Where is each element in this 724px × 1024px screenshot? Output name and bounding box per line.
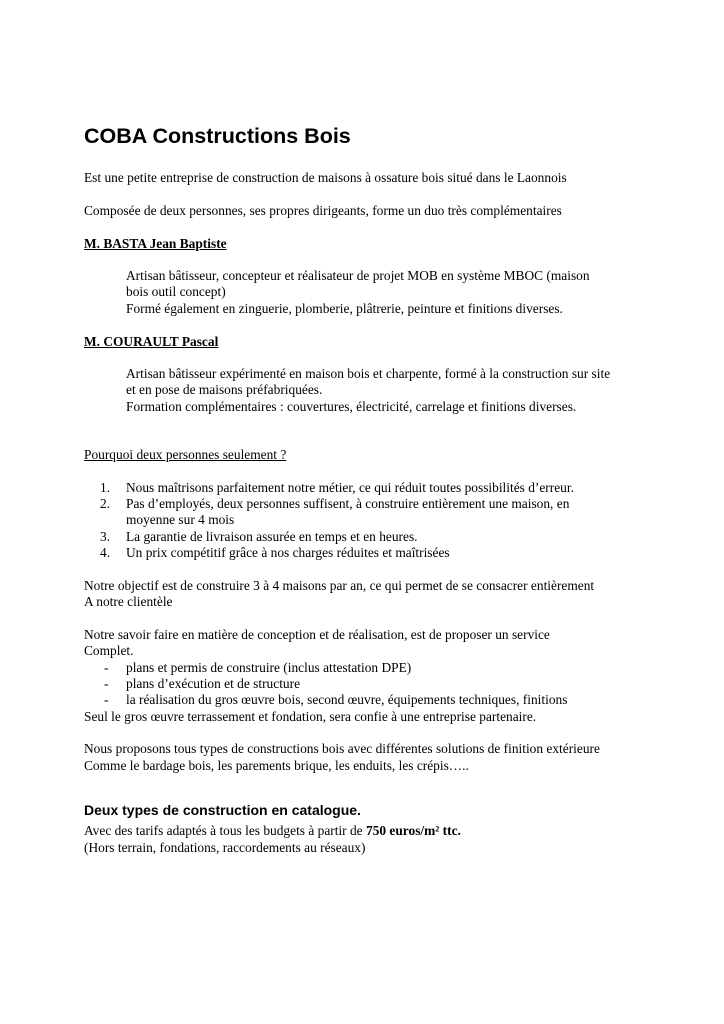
dash: - bbox=[104, 660, 109, 675]
service-text: plans d’exécution et de structure bbox=[126, 676, 301, 691]
savoir-faire-line-1: Notre savoir faire en matière de conception et de réalisation, est de proposer un service bbox=[84, 627, 550, 642]
list-text: Un prix compétitif grâce à nos charges réduites et maîtrisées bbox=[126, 545, 450, 560]
person-2-name: M. COURAULT Pascal bbox=[84, 334, 219, 349]
person-2-line-2: et en pose de maisons préfabriquées. bbox=[126, 382, 323, 397]
list-number: 3. bbox=[100, 529, 111, 544]
question-heading: Pourquoi deux personnes seulement ? bbox=[84, 447, 287, 462]
intro-line-1: Est une petite entreprise de construction de maisons à ossature bois situé dans le Laonnois bbox=[84, 170, 567, 185]
list-number: 1. bbox=[100, 480, 111, 495]
price-line bbox=[84, 823, 461, 840]
price-prefix: Avec des tarifs adaptés à tous les budgets à partir de bbox=[84, 823, 366, 838]
price-value: 750 euros/m² ttc. bbox=[365, 823, 461, 838]
service-text: la réalisation du gros œuvre bois, second œuvre, équipements techniques, finitions bbox=[126, 692, 568, 707]
list-text-continued: moyenne sur 4 mois bbox=[126, 512, 235, 527]
service-text: plans et permis de construire (inclus attestation DPE) bbox=[126, 660, 412, 675]
person-1-name: M. BASTA Jean Baptiste bbox=[84, 236, 227, 251]
dash: - bbox=[104, 692, 109, 707]
list-text: Pas d’employés, deux personnes suffisent, à construire entièrement une maison, en bbox=[126, 496, 570, 511]
proposals-line-1: Nous proposons tous types de constructions bois avec différentes solutions de finition extérieure bbox=[84, 741, 600, 756]
person-1-line-2: bois outil concept) bbox=[126, 284, 226, 299]
list-number: 2. bbox=[100, 496, 111, 511]
objective-line-1: Notre objectif est de construire 3 à 4 maisons par an, ce qui permet de se consacrer entièrement bbox=[84, 578, 595, 593]
person-2-line-1: Artisan bâtisseur expérimenté en maison bois et charpente, formé à la construction sur site bbox=[126, 366, 611, 381]
intro-line-2: Composée de deux personnes, ses propres dirigeants, forme un duo très complémentaires bbox=[84, 203, 562, 218]
document-title: COBA Constructions Bois bbox=[84, 124, 351, 148]
price-note: (Hors terrain, fondations, raccordements au réseaux) bbox=[84, 840, 366, 855]
partner-line: Seul le gros œuvre terrassement et fondation, sera confie à une entreprise partenaire. bbox=[84, 709, 537, 724]
person-2-line-3: Formation complémentaires : couvertures, électricité, carrelage et finitions diverses. bbox=[126, 399, 577, 414]
person-1-line-1: Artisan bâtisseur, concepteur et réalisateur de projet MOB en système MBOC (maison bbox=[126, 268, 590, 283]
dash: - bbox=[104, 676, 109, 691]
objective-line-2: A notre clientèle bbox=[84, 594, 173, 609]
catalogue-heading: Deux types de construction en catalogue. bbox=[84, 802, 361, 818]
list-number: 4. bbox=[100, 545, 111, 560]
savoir-faire-line-2: Complet. bbox=[84, 643, 134, 658]
list-text: La garantie de livraison assurée en temps et en heures. bbox=[126, 529, 418, 544]
proposals-line-2: Comme le bardage bois, les parements brique, les enduits, les crépis….. bbox=[84, 758, 469, 773]
list-text: Nous maîtrisons parfaitement notre métier, ce qui réduit toutes possibilités d’erreur. bbox=[126, 480, 574, 495]
list-item bbox=[100, 545, 700, 565]
person-1-line-3: Formé également en zinguerie, plomberie, plâtrerie, peinture et finitions diverses. bbox=[126, 301, 563, 316]
